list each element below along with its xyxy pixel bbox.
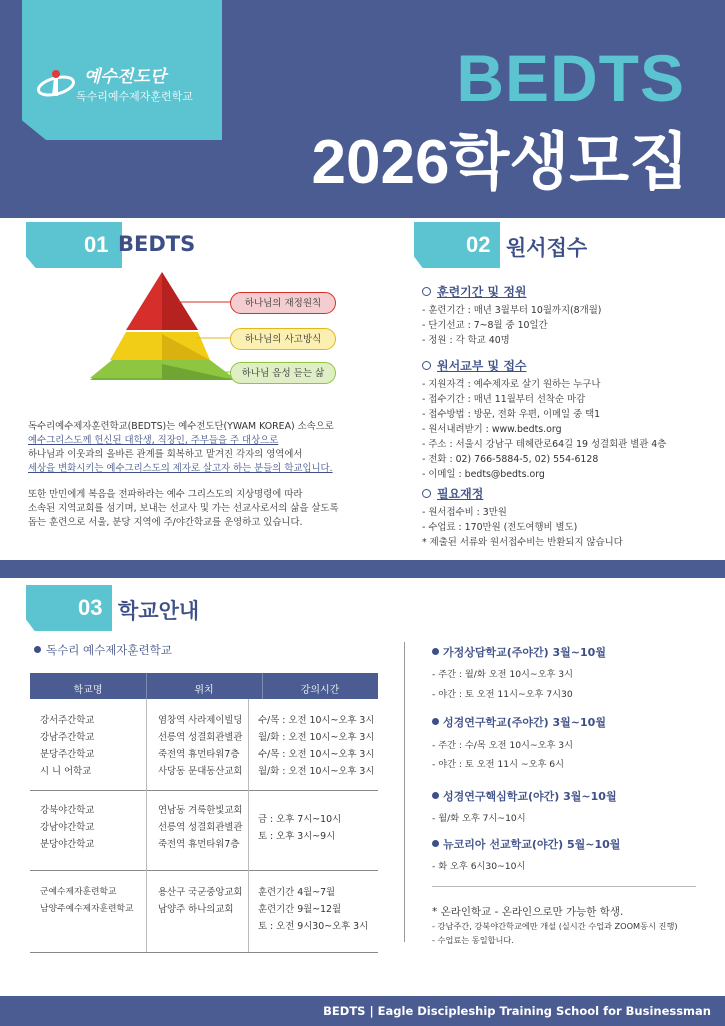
bullet-icon bbox=[432, 718, 439, 725]
table-cell-times bbox=[258, 712, 374, 780]
brand-title: BEDTS bbox=[456, 41, 685, 115]
table-cell-locations bbox=[158, 712, 243, 780]
website-link[interactable]: - 원서내려받기 : www.bedts.org bbox=[422, 424, 562, 435]
table-cell-names bbox=[40, 884, 133, 918]
footer-text: BEDTS | Eagle Discipleship Training School for Businessman bbox=[323, 1004, 711, 1018]
info-line: - 접수방법 : 방문, 전화 우편, 이메일 중 택1 bbox=[422, 409, 601, 420]
table-row-divider bbox=[30, 870, 378, 871]
circle-icon bbox=[422, 489, 431, 498]
table-bottom-border bbox=[30, 952, 378, 953]
info-line: - 정원 : 각 학교 40명 bbox=[422, 335, 510, 346]
section-01-label: BEDTS bbox=[118, 232, 196, 256]
schedule-line: - 야간 : 토 오전 11시~오후 7시30 bbox=[432, 689, 573, 700]
school-name: 남양주예수제자훈련학교 bbox=[40, 904, 134, 914]
school-time: 훈련기간 4월~7월 bbox=[258, 887, 336, 898]
school-name: 분당야간학교 bbox=[40, 839, 95, 850]
school-list-heading-text: 독수리 예수제자훈련학교 bbox=[46, 643, 172, 657]
subhead-application bbox=[422, 357, 527, 374]
column-divider bbox=[146, 699, 147, 952]
online-school-line: - 강남주간, 강북야간학교에만 개설 (실시간 수업과 ZOOM동시 진행) bbox=[432, 921, 678, 931]
school-time: 월/화 : 오전 10시~오후 3시 bbox=[258, 732, 375, 743]
school-location: 선릉역 성결회관별관 bbox=[158, 732, 243, 743]
info-line: - 지원자격 : 예수제자로 살기 원하는 누구나 bbox=[422, 379, 601, 390]
header-divider bbox=[146, 673, 147, 699]
intro-line: 세상을 변화시키는 예수그리스도의 제자로 살고자 하는 분들의 학교입니다. bbox=[28, 463, 333, 474]
school-location: 염창역 사라제이빌딩 bbox=[158, 715, 243, 726]
col-header-location: 위치 bbox=[194, 685, 214, 696]
subhead-fees bbox=[422, 485, 483, 502]
info-line: * 제출된 서류와 원서접수비는 반환되지 않습니다 bbox=[422, 537, 623, 548]
school-name: 시 니 어학교 bbox=[40, 766, 92, 777]
school-time: 토 : 오전 9시30~오후 3시 bbox=[258, 921, 369, 932]
phone-line: - 전화 : 02) 766-5884-5, 02) 554-6128 bbox=[422, 454, 599, 465]
school-location: 죽전역 휴먼타워7층 bbox=[158, 749, 240, 760]
online-school-line: - 수업료는 동일합니다. bbox=[432, 935, 514, 945]
school-location: 선릉역 성결회관별관 bbox=[158, 822, 243, 833]
info-line: - 접수기간 : 매년 11월부터 선착순 마감 bbox=[422, 394, 586, 405]
bullet-icon bbox=[34, 646, 41, 653]
school-location: 죽전역 휴먼타워7층 bbox=[158, 839, 240, 850]
subhead-text: 훈련기간 및 정원 bbox=[437, 285, 527, 299]
table-cell-locations bbox=[158, 802, 243, 853]
school-heading-core-bible bbox=[432, 788, 617, 804]
column-divider bbox=[248, 699, 249, 952]
subhead-text: 원서교부 및 접수 bbox=[437, 359, 527, 373]
school-time: 월/화 : 오전 10시~오후 3시 bbox=[258, 766, 375, 777]
col-header-time: 강의시간 bbox=[300, 685, 340, 696]
pyramid-label-top: 하나님의 재정원칙 bbox=[230, 292, 336, 314]
section-03-tab bbox=[26, 585, 326, 631]
intro-line: 예수그리스도께 헌신된 대학생, 직장인, 주부들을 주 대상으로 bbox=[28, 435, 279, 446]
schedule-line: - 화 오후 6시30~10시 bbox=[432, 861, 526, 872]
header-divider bbox=[262, 673, 263, 699]
school-location: 용산구 국군중앙교회 bbox=[158, 887, 243, 898]
schedule-line: - 야간 : 토 오전 11시 ~오후 6시 bbox=[432, 759, 564, 770]
table-cell-names bbox=[40, 802, 94, 853]
section-03-label: 학교안내 bbox=[118, 599, 200, 623]
info-line: - 훈련기간 : 매년 3월부터 10월까지(8개월) bbox=[422, 305, 602, 316]
schedule-line: - 주간 : 월/화 오전 10시~오후 3시 bbox=[432, 669, 574, 680]
info-line: - 수업료 : 170만원 (전도여행비 별도) bbox=[422, 522, 578, 533]
section-divider bbox=[0, 560, 725, 578]
school-heading-text: 뉴코리아 선교학교(야간) 5월~10월 bbox=[443, 838, 621, 851]
table-header bbox=[30, 673, 378, 699]
table-cell-times bbox=[258, 811, 341, 845]
intro-paragraph-2 bbox=[28, 488, 388, 530]
footer-bar bbox=[0, 996, 725, 1026]
subhead-period bbox=[422, 283, 527, 300]
school-name: 군예수제자훈련학교 bbox=[40, 887, 117, 897]
school-heading-text: 성경연구핵심학교(야간) 3월~10월 bbox=[443, 790, 617, 803]
section-03-number: 03 bbox=[78, 595, 103, 620]
school-list-heading bbox=[34, 642, 172, 658]
schedule-line: - 주간 : 수/목 오전 10시~오후 3시 bbox=[432, 740, 574, 751]
table-cell-names bbox=[40, 712, 94, 780]
schedule-line: - 월/화 오후 7시~10시 bbox=[432, 813, 526, 824]
school-name: 강남주간학교 bbox=[40, 732, 95, 743]
section-01-number: 01 bbox=[84, 232, 109, 257]
header-banner bbox=[0, 0, 725, 218]
info-line: - 단기선교 : 7~8월 중 10일간 bbox=[422, 320, 548, 331]
school-heading-text: 가정상담학교(주야간) 3월~10월 bbox=[443, 646, 606, 659]
school-time: 금 : 오후 7시~10시 bbox=[258, 814, 342, 825]
school-location: 연남동 겨룩한빛교회 bbox=[158, 805, 243, 816]
email-link[interactable]: - 이메일 : bedts@bedts.org bbox=[422, 469, 545, 480]
bullet-icon bbox=[432, 648, 439, 655]
school-location: 남양주 하나의교회 bbox=[158, 904, 234, 915]
table-cell-times bbox=[258, 884, 368, 935]
intro-paragraph-1 bbox=[28, 420, 388, 476]
logo-icon bbox=[34, 62, 78, 106]
column-separator bbox=[404, 642, 405, 942]
info-line: - 원서접수비 : 3만원 bbox=[422, 507, 507, 518]
section-02-number: 02 bbox=[466, 232, 491, 257]
circle-icon bbox=[422, 361, 431, 370]
online-school-title: * 온라인학교 - 온라인으로만 가능한 학생. bbox=[432, 906, 624, 918]
school-name: 분당주간학교 bbox=[40, 749, 95, 760]
col-header-name: 학교명 bbox=[73, 685, 103, 696]
section-02-tab bbox=[414, 222, 714, 268]
school-heading-new-korea bbox=[432, 836, 620, 852]
school-name: 강서주간학교 bbox=[40, 715, 95, 726]
school-heading-text: 성경연구학교(주야간) 3월~10월 bbox=[443, 716, 606, 729]
section-02-label: 원서접수 bbox=[506, 236, 588, 260]
school-time: 훈련기간 9월~12월 bbox=[258, 904, 342, 915]
school-time: 수/목 : 오전 10시~오후 3시 bbox=[258, 715, 375, 726]
bullet-icon bbox=[432, 792, 439, 799]
page-title: 2026학생모집 bbox=[311, 128, 689, 197]
pyramid-label-bottom: 하나님 음성 듣는 삶 bbox=[230, 362, 336, 384]
school-name: 강남야간학교 bbox=[40, 822, 95, 833]
address-line: - 주소 : 서울시 강남구 테헤란로64길 19 성결회관 별관 4층 bbox=[422, 439, 667, 450]
school-heading-bible bbox=[432, 714, 606, 730]
intro-line: 소속된 지역교회를 섬기며, 보내는 선교사 및 가는 선교사로서의 삶을 살도록 bbox=[28, 503, 339, 514]
school-heading-family bbox=[432, 644, 606, 660]
online-divider bbox=[432, 886, 696, 887]
intro-line: 또한 만민에게 복음을 전파하라는 예수 그리스도의 지상명령에 따라 bbox=[28, 489, 303, 500]
school-time: 수/목 : 오전 10시~오후 3시 bbox=[258, 749, 375, 760]
intro-line: 독수리예수제자훈련학교(BEDTS)는 예수전도단(YWAM KOREA) 소속으로 bbox=[28, 421, 334, 432]
logo-title: 예수전도단 bbox=[84, 67, 167, 87]
school-time: 토 : 오후 3시~9시 bbox=[258, 831, 336, 842]
bullet-icon bbox=[432, 840, 439, 847]
school-name: 강북야간학교 bbox=[40, 805, 95, 816]
section-01-tab bbox=[26, 222, 326, 268]
intro-line: 돕는 훈련으로 서울, 분당 지역에 주/야간학교를 운영하고 있습니다. bbox=[28, 517, 303, 528]
school-location: 사당동 문대동산교회 bbox=[158, 766, 243, 777]
circle-icon bbox=[422, 287, 431, 296]
pyramid-label-middle: 하나님의 사고방식 bbox=[230, 328, 336, 350]
table-cell-locations bbox=[158, 884, 243, 918]
logo-subtitle: 독수리예수제자훈련학교 bbox=[76, 90, 193, 103]
subhead-text: 필요재정 bbox=[437, 487, 484, 501]
table-row-divider bbox=[30, 790, 378, 791]
intro-line: 하나님과 이웃과의 올바른 관계를 회복하고 맡겨진 각자의 영역에서 bbox=[28, 449, 303, 460]
